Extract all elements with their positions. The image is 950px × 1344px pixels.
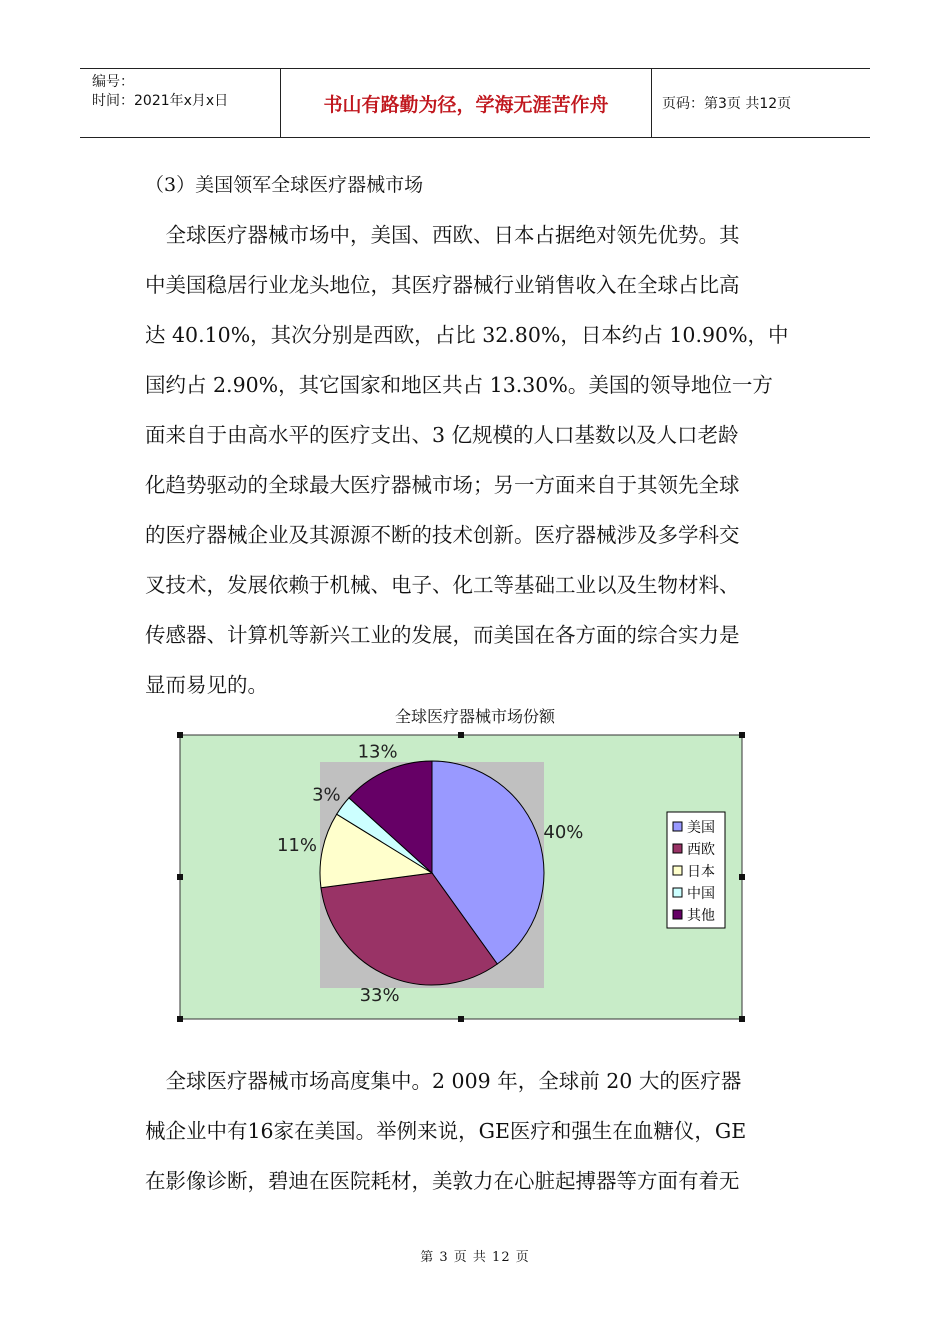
header-motto: 书山有路勤为径，学海无涯苦作舟	[280, 69, 652, 137]
paragraph-line: 在影像诊断，碧迪在医院耗材，美敦力在心脏起搏器等方面有着无	[145, 1169, 740, 1193]
selection-handle	[177, 874, 183, 880]
header-left	[80, 69, 280, 137]
legend-label: 美国	[687, 820, 715, 836]
legend-label: 西欧	[687, 842, 715, 858]
data-label: 13%	[357, 741, 398, 763]
selection-handle	[739, 732, 745, 738]
selection-handle	[177, 1016, 183, 1022]
legend-label: 中国	[687, 886, 715, 902]
paragraph-line: 国约占 2.90%，其它国家和地区共占 13.30%。美国的领导地位一方	[145, 373, 773, 397]
paragraph-line: 中美国稳居行业龙头地位，其医疗器械行业销售收入在全球占比高	[145, 273, 740, 297]
paragraph-2	[145, 1056, 807, 1206]
data-label: 33%	[359, 985, 400, 1007]
data-label: 11%	[276, 835, 318, 857]
document-time-label: 时间：2021年x月x日	[92, 93, 229, 109]
paragraph-line: 全球医疗器械市场中，美国、西欧、日本占据绝对领先优势。其	[145, 223, 740, 247]
paragraph-line: 显而易见的。	[145, 673, 268, 697]
legend-swatch	[673, 844, 682, 853]
legend-label: 其他	[687, 908, 715, 924]
paragraph-line: 叉技术，发展依赖于机械、电子、化工等基础工业以及生物材料、	[145, 573, 740, 597]
legend-swatch	[673, 822, 682, 831]
header-table	[80, 68, 870, 138]
page-footer: 第 3 页 共 12 页	[420, 1250, 530, 1265]
selection-handle	[739, 1016, 745, 1022]
paragraph-line: 化趋势驱动的全球最大医疗器械市场；另一方面来自于其领先全球	[145, 473, 740, 497]
header-page-code: 页码：第3页 共12页	[662, 96, 792, 112]
paragraph-line: 全球医疗器械市场高度集中。2 009 年，全球前 20 大的医疗器	[145, 1069, 742, 1093]
selection-handle	[177, 732, 183, 738]
section-heading: （3）美国领军全球医疗器械市场	[145, 174, 424, 196]
paragraph-1	[145, 210, 807, 710]
data-label: 3%	[312, 784, 341, 806]
chart-title: 全球医疗器械市场份额	[394, 707, 555, 726]
legend-label: 日本	[687, 864, 715, 880]
paragraph-line: 的医疗器械企业及其源源不断的技术创新。医疗器械涉及多学科交	[145, 523, 740, 547]
market-share-pie-chart	[175, 730, 747, 1024]
document-number-label: 编号：	[92, 74, 134, 90]
paragraph-line: 面来自于由高水平的医疗支出、3 亿规模的人口基数以及人口老龄	[145, 423, 739, 447]
paragraph-line: 传感器、计算机等新兴工业的发展，而美国在各方面的综合实力是	[145, 623, 740, 647]
selection-handle	[458, 732, 464, 738]
data-label: 40%	[543, 821, 584, 843]
legend-swatch	[673, 866, 682, 875]
paragraph-line: 械企业中有16家在美国。举例来说，GE医疗和强生在血糖仪，GE	[145, 1119, 747, 1143]
paragraph-line: 达 40.10%，其次分别是西欧，占比 32.80%，日本约占 10.90%，中	[145, 323, 789, 347]
legend-swatch	[673, 888, 682, 897]
legend-swatch	[673, 910, 682, 919]
selection-handle	[739, 874, 745, 880]
selection-handle	[458, 1016, 464, 1022]
